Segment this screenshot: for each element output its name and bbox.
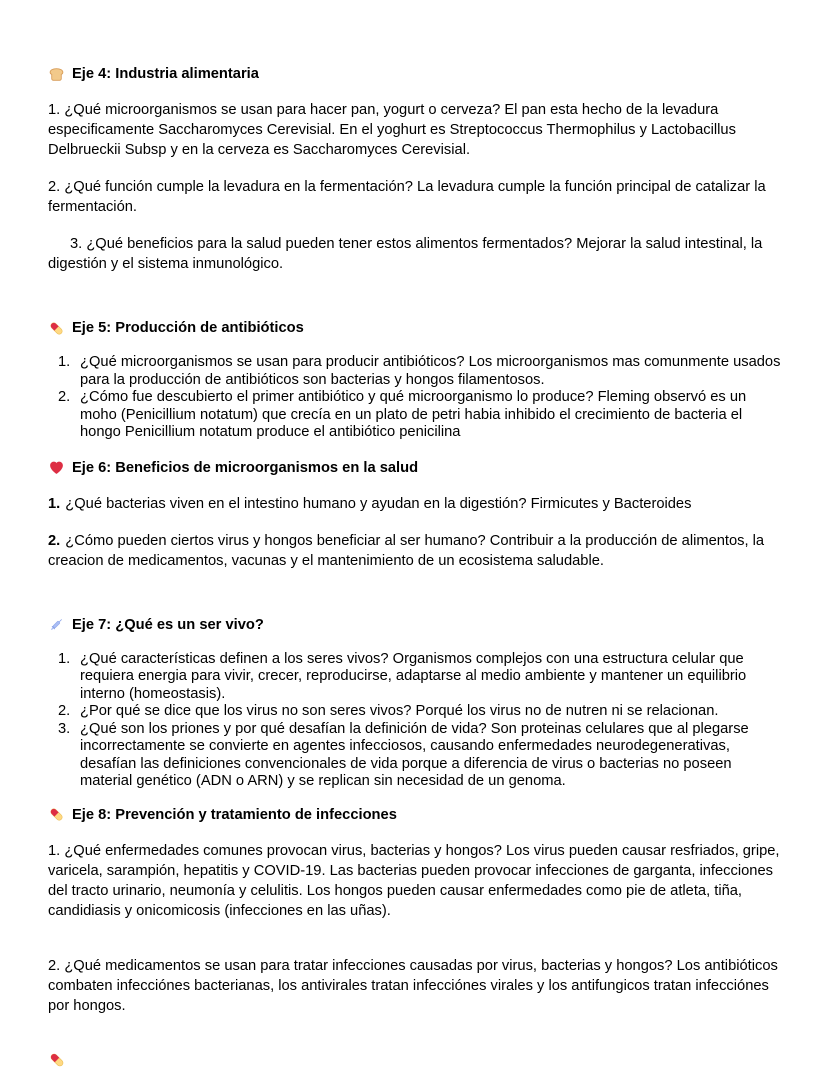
qa-paragraph: 1. ¿Qué enfermedades comunes provocan virus, bacterias y hongos? Los virus pueden causar resfriados, gripe, varicela, sarampión, hepatitis y COVID-19. Las bacterias pueden provocar infecciones de garganta, infecciones del tracto urinario, neumonía y celulitis. Los hongos pueden causar enfermedades como pie de atleta, tiña, candidiasis y onicomicosis (infecciones en las uñas). [48,842,780,919]
bread-icon [48,66,65,83]
numbered-list [48,354,782,442]
section-eje-7 [48,615,782,791]
list-item-number: 1. [58,650,71,667]
section-heading-eje-8 [48,805,782,825]
list-item-text: ¿Qué microorganismos se usan para producir antibióticos? Los microorganismos mas comunmente usados para la producción de antibióticos son bacterias y hongos filamentosos. [80,354,781,388]
question-number: 1. [48,495,61,512]
list-item-number: 1. [58,354,71,370]
list-item [48,703,782,721]
qa-paragraph [48,494,782,514]
section-eje-5 [48,318,782,442]
section-title: Eje 4: Industria alimentaria [72,66,259,82]
pill-icon [48,320,65,337]
question-number: 2. [48,532,61,549]
section-title: Eje 8: Prevención y tratamiento de infecciones [72,806,397,823]
list-item-text: ¿Qué características definen a los seres vivos? Organismos complejos con una estructura celular que requiera energia para vivir, crecer, reproducirse, adaptarse al medio ambiente y mantener un equilibrio interno (homeostasis). [80,650,747,702]
pill-icon [48,1051,66,1069]
section-heading-eje-5 [48,318,782,338]
list-item-number: 3. [58,720,71,737]
list-item-text: ¿Por qué se dice que los virus no son seres vivos? Porqué los virus no de nutren ni se relacionan. [80,703,719,719]
section-eje-6 [48,458,782,571]
qa-paragraph: 1. ¿Qué microorganismos se usan para hacer pan, yogurt o cerveza? El pan esta hecho de la levadura especificamente Saccharomyces Cerevisial. En el yoghurt es Streptococcus Thermophilus y Lactobacillus Delbrueckii Subsp y en la cerveza es Saccharomyces Cerevisial. [48,102,736,158]
heart-icon [48,459,65,476]
list-item-text: ¿Qué son los priones y por qué desafían la definición de vida? Son proteinas celulares que al plegarse incorrectamente se convierte en agentes infecciosos, causando enfermedades neurodegenerativas, desafían las definiciones convencionales de vida porque a diferencia de virus o bacterias no poseen material genético (ADN o ARN) y se replican sin necesidad de un genoma. [80,720,749,789]
list-item [48,651,782,704]
section-eje-8 [48,805,782,1016]
qa-paragraph: 2. ¿Qué función cumple la levadura en la fermentación? La levadura cumple la función principal de catalizar la fermentación. [48,179,766,215]
section-heading-eje-7 [48,615,782,635]
section-heading-eje-4 [48,64,782,84]
list-item-number: 2. [58,703,71,719]
section-title: Eje 6: Beneficios de microorganismos en la salud [72,459,419,476]
list-item [48,354,782,389]
section-title: Eje 7: ¿Qué es un ser vivo? [72,616,264,633]
question-text: ¿Qué bacterias viven en el intestino humano y ayudan en la digestión? Firmicutes y Bacteroides [65,495,692,512]
question-text: ¿Cómo pueden ciertos virus y hongos beneficiar al ser humano? Contribuir a la producción de alimentos, la creacion de medicamentos, vacunas y el mantenimiento de un ecosistema saludable. [48,532,765,569]
list-item-number: 2. [58,389,71,405]
qa-paragraph: 3. ¿Qué beneficios para la salud pueden tener estos alimentos fermentados? Mejorar la salud intestinal, la digestión y el sistema inmunológico. [48,236,763,272]
syringe-icon [48,616,65,633]
list-item [48,389,782,442]
qa-paragraph: 2. ¿Qué medicamentos se usan para tratar infecciones causadas por virus, bacterias y hongos? Los antibióticos combaten infecciónes bacterianas, los antivirales tratan infecciónes virales y los antifungicos tratan infecciónes por hongos. [48,957,778,1014]
section-eje-4 [48,64,782,274]
list-item [48,721,782,791]
section-title: Eje 5: Producción de antibióticos [72,320,304,336]
list-item-text: ¿Cómo fue descubierto el primer antibiótico y qué microorganismo lo produce? Fleming observó es un moho (Penicillium notatum) que crecía en un plato de petri habia inhibido el crecimiento de bacteria el hongo Penicillium notatum produce el antibiótico penicilina [80,389,747,440]
qa-paragraph [48,531,782,571]
pill-icon [48,806,65,823]
numbered-list [48,651,782,791]
section-heading-eje-6 [48,458,782,478]
